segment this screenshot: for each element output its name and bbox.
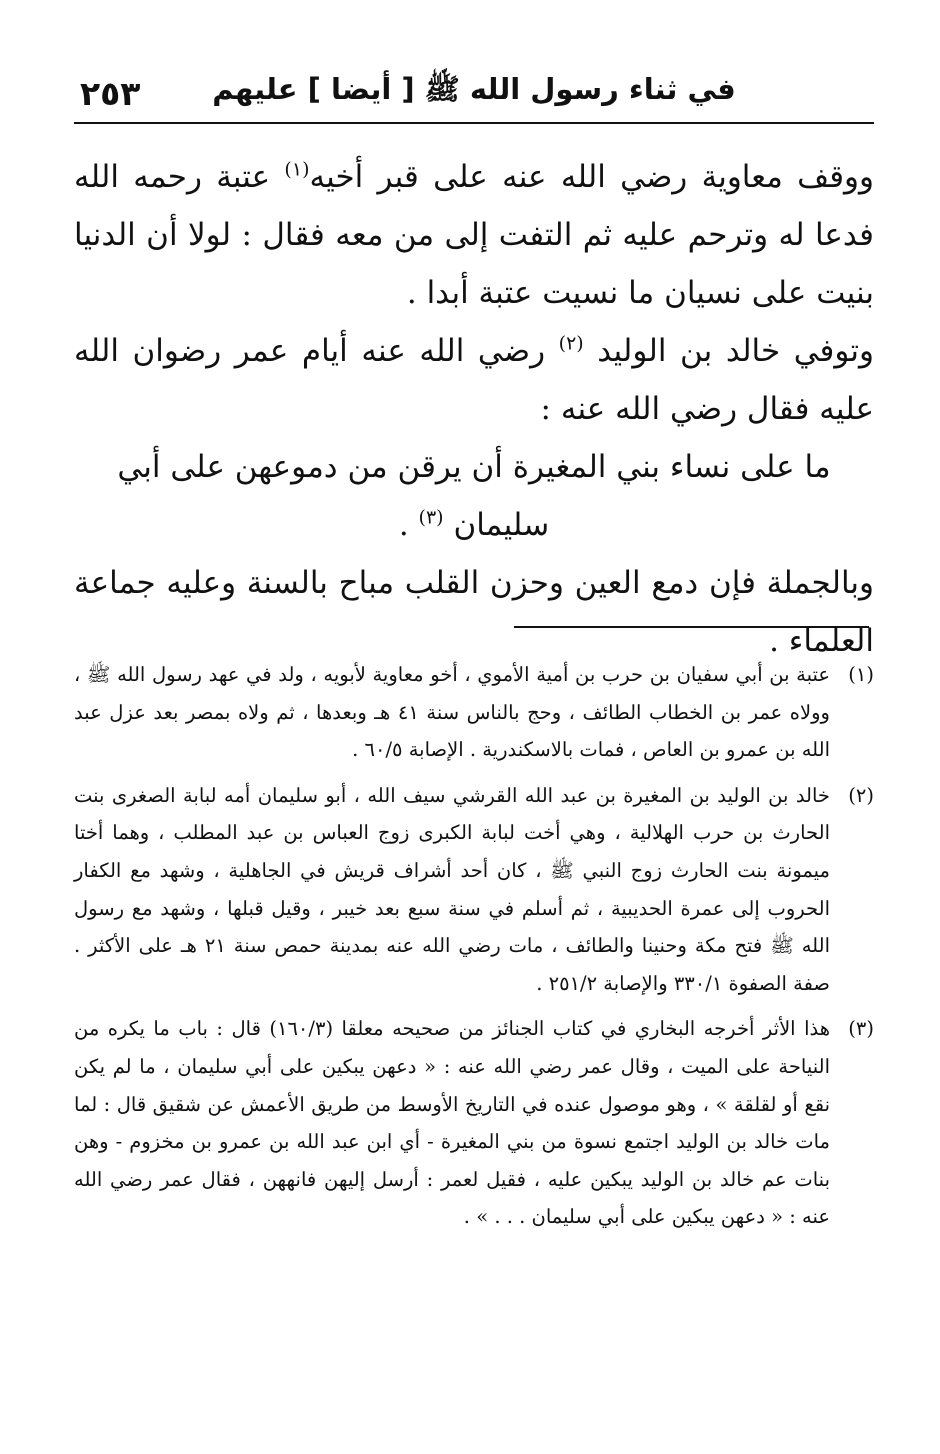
- page-header: [74, 62, 874, 124]
- paragraph-3-text: وبالجملة فإن دمع العين وحزن القلب مباح بالسنة وعليه جماعة العلماء .: [74, 565, 874, 659]
- paragraph-2-text: وتوفي خالد بن الوليد: [583, 333, 874, 369]
- footnote-3: [74, 1010, 874, 1236]
- verse-end: .: [398, 507, 419, 543]
- paragraph-2: [74, 322, 874, 438]
- running-head: في ثناء رسول الله ﷺ [ أيضا ] عليهم: [212, 72, 736, 106]
- footnote-2: [74, 777, 874, 1003]
- page-number: ٢٥٣: [80, 74, 141, 113]
- header-rule: [74, 122, 874, 124]
- main-text: [74, 148, 874, 670]
- footnote-ref-1: (١): [284, 158, 310, 181]
- footnote-2-text: خالد بن الوليد بن المغيرة بن عبد الله القرشي سيف الله ، أبو سليمان أمه لبابة الصغرى بنت الحارث بن حرب الهلالية ، وهي أخت لبابة الكبرى زوج العباس بن عبد المطلب ، وهما أختا ميمونة بنت الحارث زوج النبي ﷺ ، كان أحد أشراف قريش في الجاهلية ، وشهد مع الكفار الحروب إلى عمرة الحديبية ، ثم أسلم في سنة سبع بعد خيبر ، وقيل قبلها ، وشهد مع رسول الله ﷺ فتح مكة وحنينا والطائف ، مات رضي الله عنه بمدينة حمص سنة ٢١ هـ على الأكثر . صفة الصفوة ٣٣٠/١ والإصابة ٢٥١/٢ .: [74, 783, 830, 995]
- footnote-ref-3: (٣): [418, 506, 444, 529]
- paragraph-3: [74, 554, 874, 670]
- footnote-1: [74, 656, 874, 769]
- verse-line: [74, 438, 874, 554]
- footnotes: [74, 656, 874, 1244]
- footnote-ref-2: (٢): [558, 332, 584, 355]
- footnote-3-text: هذا الأثر أخرجه البخاري في كتاب الجنائز من صحيحه معلقا (١٦٠/٣) قال : باب ما يكره من النياحة على الميت ، وقال عمر رضي الله عنه : « دعهن يبكين على أبي سليمان ، ما لم يكن نقع أو لقلقة » ، وهو موصول عنده في التاريخ الأوسط من طريق الأعمش عن شقيق قال : لما مات خالد بن الوليد اجتمع نسوة من بني المغيرة - أي ابن عبد الله بن عمرو بن مخزوم - وهن بنات عم خالد بن الوليد يبكين عليه ، فقيل لعمر : أرسل إليهن فانههن ، فقال عمر رضي الله عنه : « دعهن يبكين على أبي سليمان . . . » .: [74, 1017, 831, 1229]
- paragraph-1-continuation: عتبة رحمه الله فدعا له وترحم عليه ثم التفت إلى من معه فقال : لولا أن الدنيا بنيت على نسيان ما نسيت عتبة أبدا .: [74, 159, 874, 311]
- verse-text: ما على نساء بني المغيرة أن يرقن من دموعهن على أبي سليمان: [117, 449, 831, 543]
- paragraph-1-text: ووقف معاوية رضي الله عنه على قبر أخيه: [309, 159, 874, 195]
- footnote-1-text: عتبة بن أبي سفيان بن حرب بن أمية الأموي ، أخو معاوية لأبويه ، ولد في عهد رسول الله ﷺ ، وولاه عمر بن الخطاب الطائف ، وحج بالناس سنة ٤١ هـ وبعدها ، ثم ولاه بمصر بعد عزل عبد الله بن عمرو بن العاص ، فمات بالاسكندرية . الإصابة ٦٠/٥ .: [74, 663, 830, 762]
- footnote-2-number: (٢): [848, 783, 874, 807]
- footnote-1-number: (١): [848, 663, 874, 686]
- paragraph-1: [74, 148, 874, 322]
- paragraph-2-continuation: رضي الله عنه أيام عمر رضوان الله عليه فقال رضي الله عنه :: [74, 333, 874, 427]
- footnote-3-number: (٣): [848, 1017, 874, 1041]
- footnote-separator: [514, 626, 869, 628]
